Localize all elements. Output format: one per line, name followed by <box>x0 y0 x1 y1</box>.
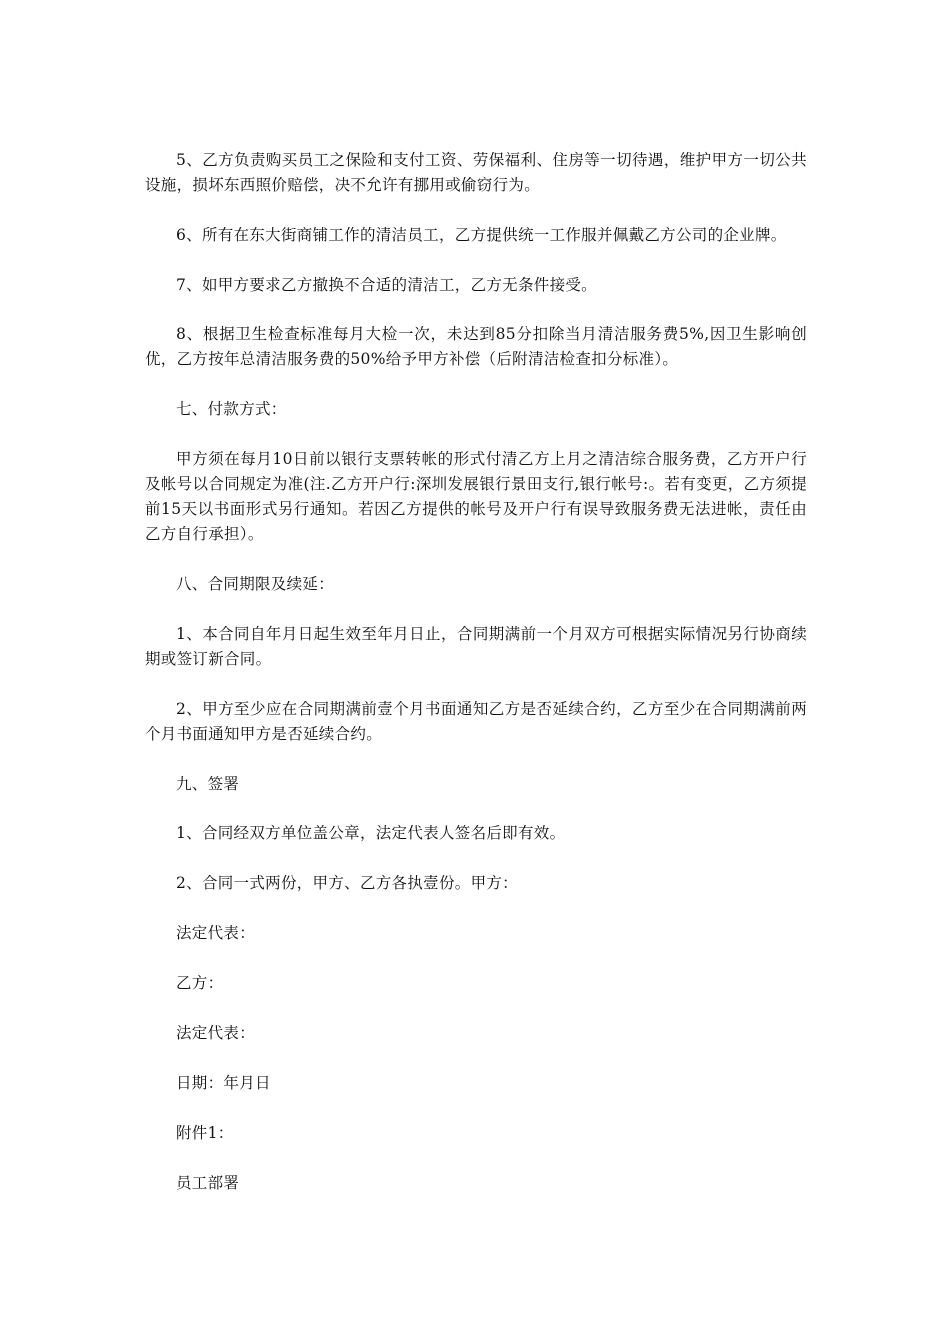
party-b-line: 乙方： <box>176 974 224 992</box>
clause-8-paragraph: 8、根据卫生检查标准每月大检一次，未达到85分扣除当月清洁服务费5%,因卫生影响创优，乙方按年总清洁服务费的50%给予甲方补偿（后附清洁检查扣分标准）。 <box>145 325 807 368</box>
section-9-heading: 九、签署 <box>176 775 240 793</box>
payment-paragraph: 甲方须在每月10日前以银行支票转帐的形式付清乙方上月之清洁综合服务费，乙方开户行及帐号以合同规定为准(注.乙方开户行:深圳发展银行景田支行,银行帐号:。若有变更，乙方须提前15天以书面形式另行通知。若因乙方提供的帐号及开户行有误导致服务费无法进帐，责任由乙方自行承担）。 <box>145 450 807 543</box>
clause-5-paragraph: 5、乙方负责购买员工之保险和支付工资、劳保福利、住房等一切待遇，维护甲方一切公共设施，损坏东西照价赔偿，决不允许有挪用或偷窃行为。 <box>145 151 807 194</box>
section-7-heading: 七、付款方式： <box>176 400 287 418</box>
attachment-1-label: 附件1： <box>176 1124 234 1142</box>
term-clause-1-paragraph: 1、本合同自年月日起生效至年月日止，合同期满前一个月双方可根据实际情况另行协商续期或签订新合同。 <box>145 625 807 668</box>
term-clause-2-paragraph: 2、甲方至少应在合同期满前壹个月书面通知乙方是否延续合约，乙方至少在合同期满前两个月书面通知甲方是否延续合约。 <box>145 700 807 743</box>
clause-7-paragraph: 7、如甲方要求乙方撤换不合适的清洁工，乙方无条件接受。 <box>176 276 597 294</box>
clause-6-paragraph: 6、所有在东大街商铺工作的清洁员工，乙方提供统一工作服并佩戴乙方公司的企业牌。 <box>176 226 787 244</box>
party-a-representative-line: 法定代表： <box>176 924 256 942</box>
section-8-heading: 八、合同期限及续延： <box>176 575 335 593</box>
party-b-representative-line: 法定代表： <box>176 1024 256 1042</box>
signing-clause-1-paragraph: 1、合同经双方单位盖公章，法定代表人签名后即有效。 <box>176 824 566 842</box>
signing-clause-2-paragraph: 2、合同一式两份，甲方、乙方各执壹份。甲方： <box>176 874 518 892</box>
staff-deployment-label: 员工部署 <box>176 1174 240 1192</box>
date-line: 日期：年月日 <box>176 1074 271 1092</box>
